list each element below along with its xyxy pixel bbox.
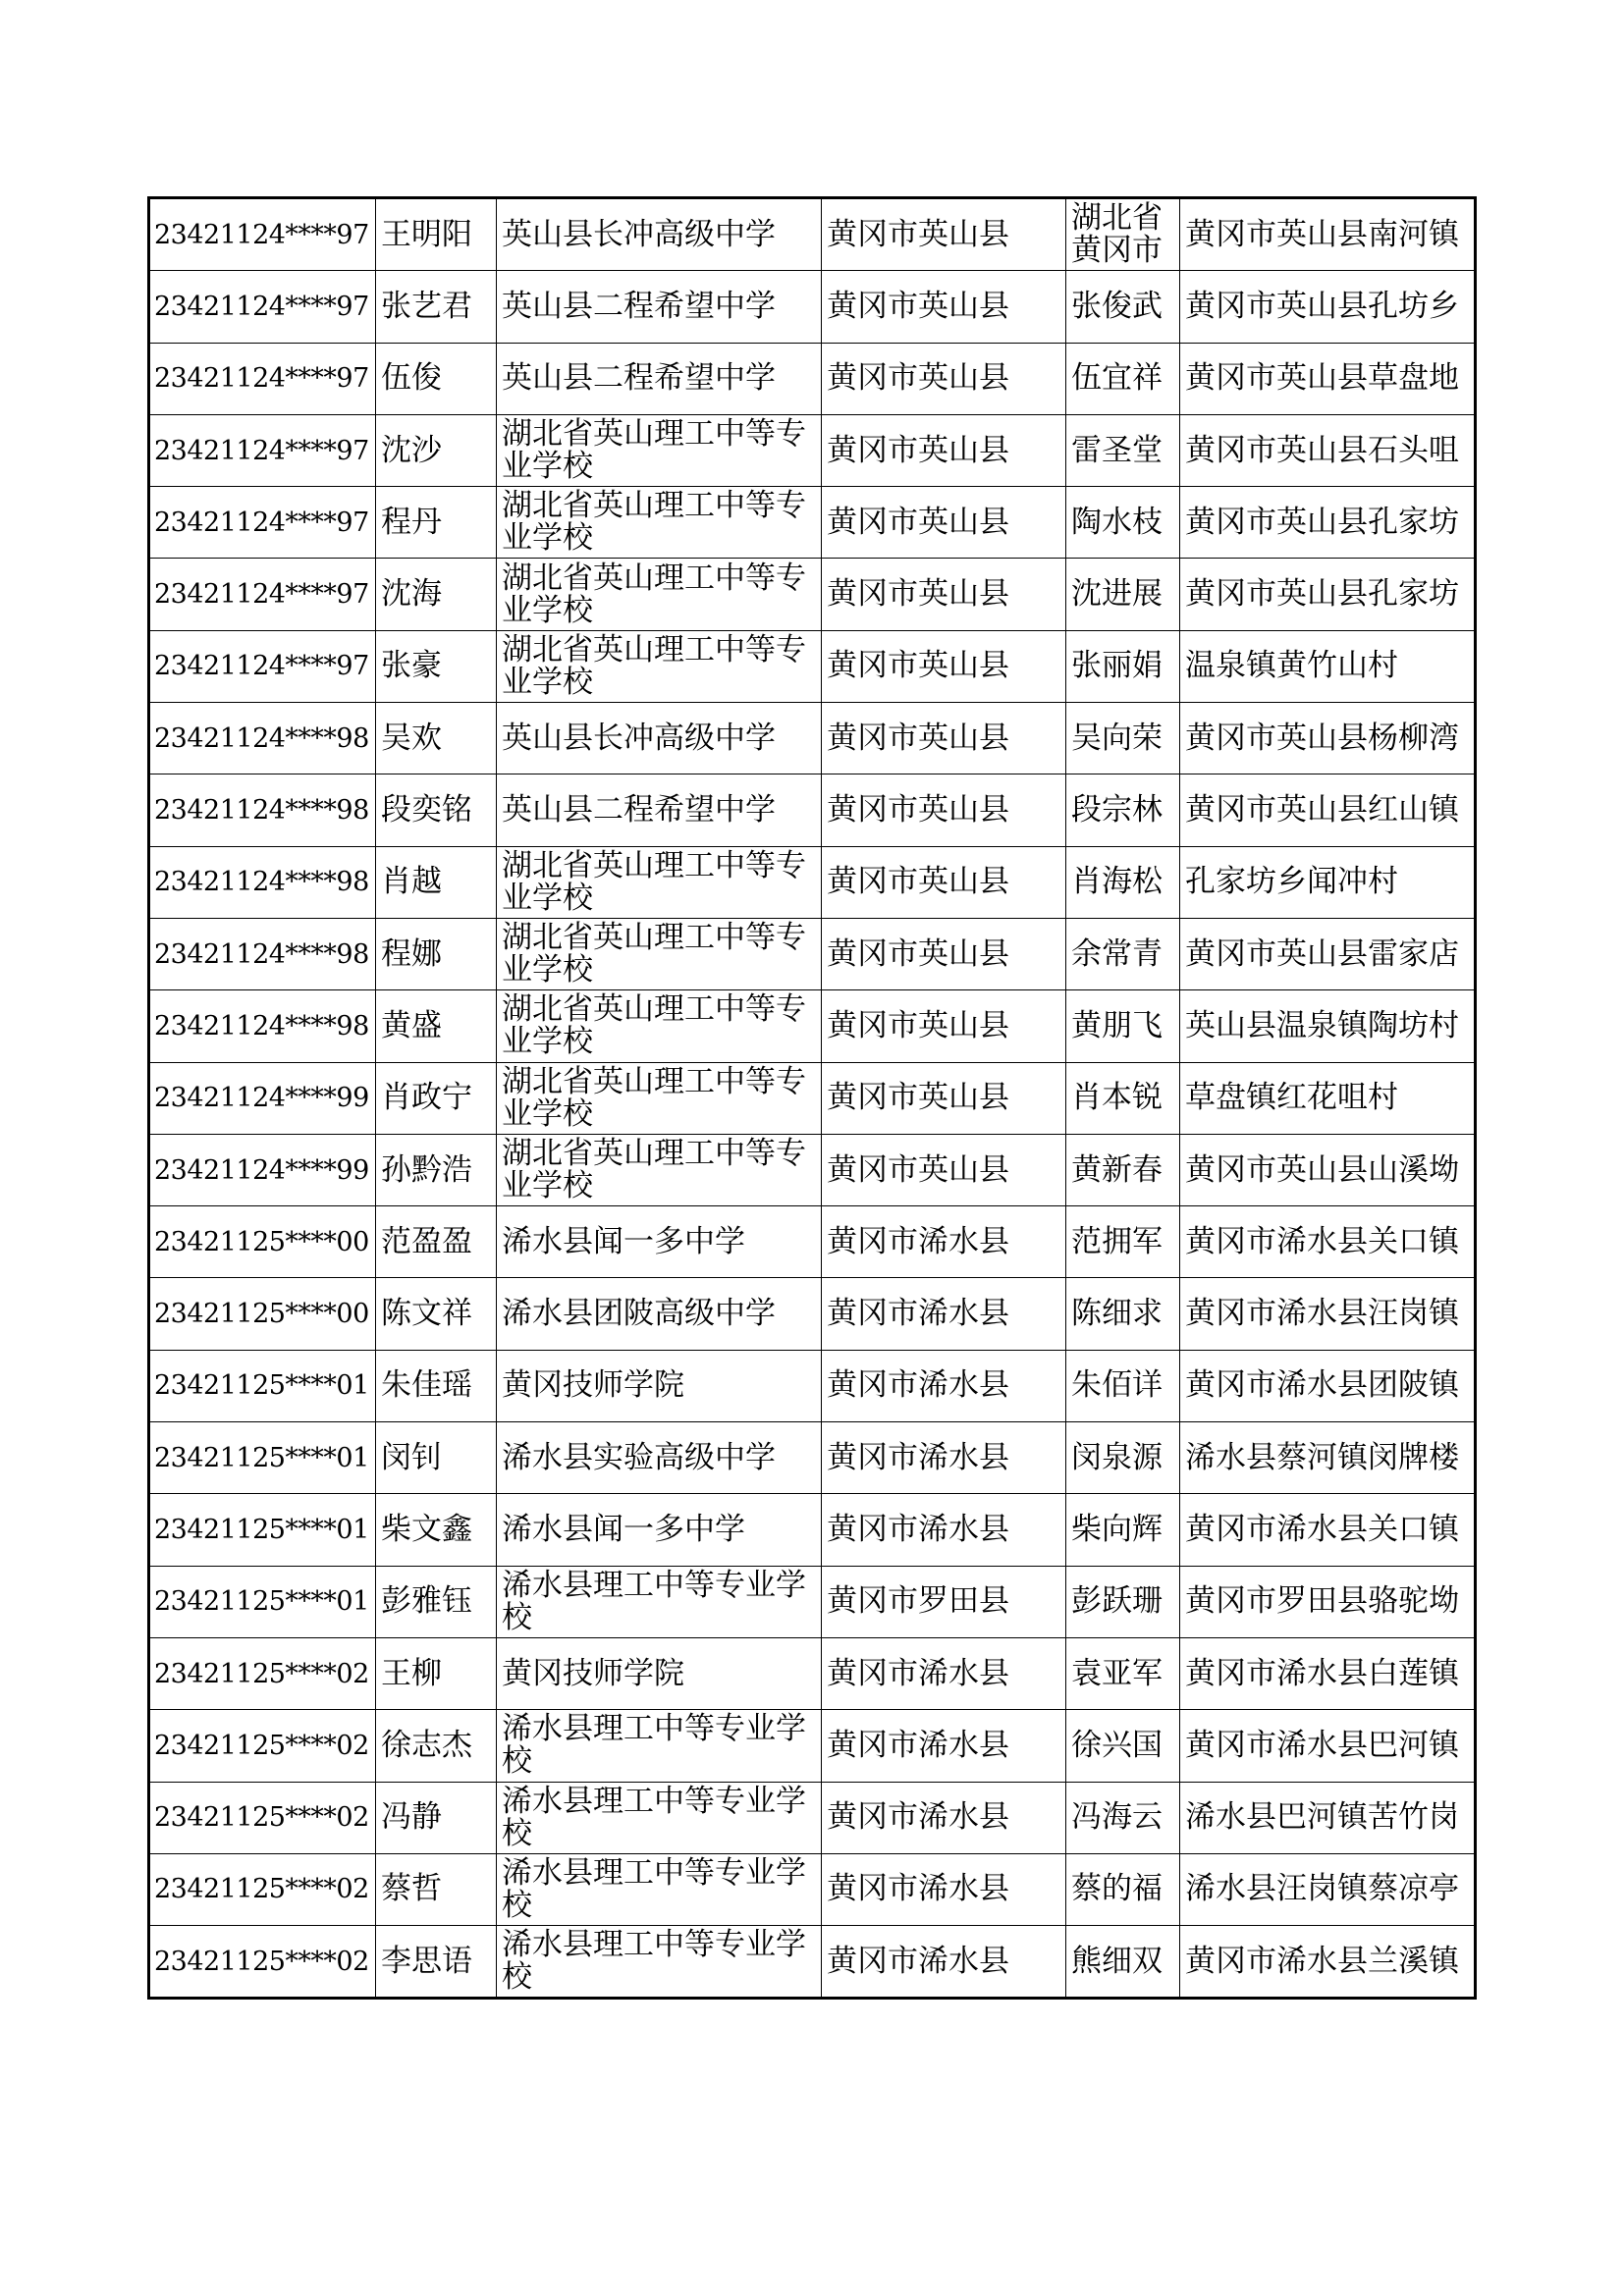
school-cell: 浠水县理工中等专业学校: [497, 1853, 822, 1925]
address-cell: 黄冈市浠水县巴河镇: [1180, 1710, 1476, 1782]
address-cell: 黄冈市浠水县汪岗镇: [1180, 1278, 1476, 1350]
student-id-cell: 23421125****01: [149, 1350, 376, 1421]
region-cell: 黄冈市浠水县: [822, 1853, 1066, 1925]
guardian-cell: 雷圣堂: [1066, 414, 1180, 486]
address-cell: 黄冈市英山县杨柳湾: [1180, 703, 1476, 774]
student-name-cell: 范盈盈: [376, 1206, 497, 1278]
school-cell: 浠水县闻一多中学: [497, 1206, 822, 1278]
address-cell: 黄冈市英山县雷家店: [1180, 918, 1476, 989]
region-cell: 黄冈市浠水县: [822, 1926, 1066, 1999]
school-cell: 英山县二程希望中学: [497, 774, 822, 846]
student-id-cell: 23421125****02: [149, 1637, 376, 1709]
student-name-cell: 徐志杰: [376, 1710, 497, 1782]
student-id-cell: 23421124****97: [149, 271, 376, 343]
guardian-cell: 伍宜祥: [1066, 343, 1180, 414]
school-cell: 湖北省英山理工中等专业学校: [497, 918, 822, 989]
table-row: [149, 1134, 1476, 1205]
address-cell: 黄冈市英山县石头咀: [1180, 414, 1476, 486]
school-cell: 浠水县理工中等专业学校: [497, 1782, 822, 1853]
region-cell: 黄冈市英山县: [822, 487, 1066, 559]
region-cell: 黄冈市英山县: [822, 918, 1066, 989]
table-row: [149, 559, 1476, 630]
address-cell: 黄冈市英山县草盘地: [1180, 343, 1476, 414]
region-cell: 黄冈市浠水县: [822, 1494, 1066, 1566]
table-row: [149, 1926, 1476, 1999]
guardian-cell: 陈细求: [1066, 1278, 1180, 1350]
guardian-cell: 湖北省黄冈市: [1066, 198, 1180, 271]
student-name-cell: 程丹: [376, 487, 497, 559]
student-id-cell: 23421124****97: [149, 487, 376, 559]
address-cell: 英山县温泉镇陶坊村: [1180, 990, 1476, 1062]
school-cell: 英山县二程希望中学: [497, 271, 822, 343]
table-row: [149, 1637, 1476, 1709]
region-cell: 黄冈市英山县: [822, 198, 1066, 271]
guardian-cell: 朱佰详: [1066, 1350, 1180, 1421]
table-row: [149, 1350, 1476, 1421]
school-cell: 浠水县理工中等专业学校: [497, 1566, 822, 1637]
region-cell: 黄冈市英山县: [822, 990, 1066, 1062]
student-name-cell: 孙黔浩: [376, 1134, 497, 1205]
table-row: [149, 1782, 1476, 1853]
guardian-cell: 范拥军: [1066, 1206, 1180, 1278]
table-row: [149, 1710, 1476, 1782]
region-cell: 黄冈市浠水县: [822, 1637, 1066, 1709]
region-cell: 黄冈市英山县: [822, 1062, 1066, 1134]
address-cell: 黄冈市浠水县关口镇: [1180, 1494, 1476, 1566]
region-cell: 黄冈市英山县: [822, 343, 1066, 414]
student-table: [147, 196, 1477, 2000]
student-id-cell: 23421124****98: [149, 990, 376, 1062]
student-name-cell: 黄盛: [376, 990, 497, 1062]
table-row: [149, 1566, 1476, 1637]
table-row: [149, 198, 1476, 271]
student-id-cell: 23421125****02: [149, 1926, 376, 1999]
student-name-cell: 陈文祥: [376, 1278, 497, 1350]
student-name-cell: 伍俊: [376, 343, 497, 414]
school-cell: 湖北省英山理工中等专业学校: [497, 414, 822, 486]
student-name-cell: 冯静: [376, 1782, 497, 1853]
student-name-cell: 王柳: [376, 1637, 497, 1709]
student-name-cell: 柴文鑫: [376, 1494, 497, 1566]
table-row: [149, 414, 1476, 486]
region-cell: 黄冈市浠水县: [822, 1350, 1066, 1421]
region-cell: 黄冈市英山县: [822, 846, 1066, 918]
address-cell: 浠水县汪岗镇蔡凉亭: [1180, 1853, 1476, 1925]
student-id-cell: 23421124****99: [149, 1134, 376, 1205]
table-row: [149, 1278, 1476, 1350]
address-cell: 黄冈市浠水县兰溪镇: [1180, 1926, 1476, 1999]
student-id-cell: 23421124****97: [149, 343, 376, 414]
region-cell: 黄冈市浠水县: [822, 1422, 1066, 1494]
region-cell: 黄冈市英山县: [822, 630, 1066, 702]
student-id-cell: 23421124****98: [149, 774, 376, 846]
table-body: [149, 198, 1476, 1999]
address-cell: 黄冈市英山县南河镇: [1180, 198, 1476, 271]
school-cell: 英山县长冲高级中学: [497, 703, 822, 774]
address-cell: 黄冈市浠水县白莲镇: [1180, 1637, 1476, 1709]
table-row: [149, 703, 1476, 774]
student-name-cell: 程娜: [376, 918, 497, 989]
guardian-cell: 徐兴国: [1066, 1710, 1180, 1782]
region-cell: 黄冈市英山县: [822, 774, 1066, 846]
student-name-cell: 吴欢: [376, 703, 497, 774]
guardian-cell: 肖本锐: [1066, 1062, 1180, 1134]
school-cell: 黄冈技师学院: [497, 1637, 822, 1709]
student-name-cell: 沈沙: [376, 414, 497, 486]
school-cell: 湖北省英山理工中等专业学校: [497, 1062, 822, 1134]
student-id-cell: 23421124****98: [149, 918, 376, 989]
student-id-cell: 23421124****97: [149, 198, 376, 271]
student-id-cell: 23421124****98: [149, 703, 376, 774]
address-cell: 黄冈市英山县红山镇: [1180, 774, 1476, 846]
guardian-cell: 沈进展: [1066, 559, 1180, 630]
student-name-cell: 闵钊: [376, 1422, 497, 1494]
student-id-cell: 23421125****00: [149, 1206, 376, 1278]
school-cell: 浠水县理工中等专业学校: [497, 1926, 822, 1999]
school-cell: 湖北省英山理工中等专业学校: [497, 1134, 822, 1205]
region-cell: 黄冈市浠水县: [822, 1710, 1066, 1782]
guardian-cell: 袁亚军: [1066, 1637, 1180, 1709]
table-row: [149, 343, 1476, 414]
school-cell: 黄冈技师学院: [497, 1350, 822, 1421]
table-row: [149, 1422, 1476, 1494]
student-id-cell: 23421124****98: [149, 846, 376, 918]
student-id-cell: 23421125****01: [149, 1422, 376, 1494]
student-name-cell: 肖政宁: [376, 1062, 497, 1134]
table-row: [149, 774, 1476, 846]
region-cell: 黄冈市英山县: [822, 559, 1066, 630]
guardian-cell: 段宗林: [1066, 774, 1180, 846]
student-id-cell: 23421125****01: [149, 1566, 376, 1637]
school-cell: 浠水县团陂高级中学: [497, 1278, 822, 1350]
school-cell: 浠水县理工中等专业学校: [497, 1710, 822, 1782]
address-cell: 黄冈市英山县孔坊乡: [1180, 271, 1476, 343]
table-row: [149, 1062, 1476, 1134]
school-cell: 浠水县闻一多中学: [497, 1494, 822, 1566]
region-cell: 黄冈市英山县: [822, 703, 1066, 774]
guardian-cell: 黄新春: [1066, 1134, 1180, 1205]
address-cell: 黄冈市英山县孔家坊: [1180, 487, 1476, 559]
school-cell: 湖北省英山理工中等专业学校: [497, 487, 822, 559]
region-cell: 黄冈市英山县: [822, 271, 1066, 343]
school-cell: 浠水县实验高级中学: [497, 1422, 822, 1494]
student-name-cell: 彭雅钰: [376, 1566, 497, 1637]
table-row: [149, 1206, 1476, 1278]
region-cell: 黄冈市英山县: [822, 414, 1066, 486]
student-id-cell: 23421125****02: [149, 1853, 376, 1925]
guardian-cell: 闵泉源: [1066, 1422, 1180, 1494]
address-cell: 孔家坊乡闻冲村: [1180, 846, 1476, 918]
address-cell: 黄冈市英山县孔家坊: [1180, 559, 1476, 630]
table-row: [149, 630, 1476, 702]
student-id-cell: 23421125****00: [149, 1278, 376, 1350]
guardian-cell: 余常青: [1066, 918, 1180, 989]
region-cell: 黄冈市浠水县: [822, 1278, 1066, 1350]
guardian-cell: 彭跃珊: [1066, 1566, 1180, 1637]
table-row: [149, 918, 1476, 989]
student-id-cell: 23421124****99: [149, 1062, 376, 1134]
school-cell: 湖北省英山理工中等专业学校: [497, 846, 822, 918]
student-name-cell: 李思语: [376, 1926, 497, 1999]
student-name-cell: 段奕铭: [376, 774, 497, 846]
region-cell: 黄冈市罗田县: [822, 1566, 1066, 1637]
address-cell: 黄冈市英山县山溪坳: [1180, 1134, 1476, 1205]
address-cell: 温泉镇黄竹山村: [1180, 630, 1476, 702]
school-cell: 湖北省英山理工中等专业学校: [497, 559, 822, 630]
student-name-cell: 王明阳: [376, 198, 497, 271]
address-cell: 浠水县蔡河镇闵牌楼: [1180, 1422, 1476, 1494]
student-id-cell: 23421125****01: [149, 1494, 376, 1566]
region-cell: 黄冈市浠水县: [822, 1782, 1066, 1853]
guardian-cell: 张俊武: [1066, 271, 1180, 343]
student-id-cell: 23421125****02: [149, 1710, 376, 1782]
student-id-cell: 23421124****97: [149, 630, 376, 702]
student-name-cell: 蔡哲: [376, 1853, 497, 1925]
table-row: [149, 1853, 1476, 1925]
guardian-cell: 肖海松: [1066, 846, 1180, 918]
guardian-cell: 熊细双: [1066, 1926, 1180, 1999]
region-cell: 黄冈市英山县: [822, 1134, 1066, 1205]
table-row: [149, 487, 1476, 559]
table-row: [149, 1494, 1476, 1566]
school-cell: 英山县长冲高级中学: [497, 198, 822, 271]
table-row: [149, 846, 1476, 918]
guardian-cell: 陶水枝: [1066, 487, 1180, 559]
student-id-cell: 23421124****97: [149, 559, 376, 630]
student-name-cell: 肖越: [376, 846, 497, 918]
guardian-cell: 柴向辉: [1066, 1494, 1180, 1566]
student-id-cell: 23421124****97: [149, 414, 376, 486]
school-cell: 英山县二程希望中学: [497, 343, 822, 414]
address-cell: 黄冈市罗田县骆驼坳: [1180, 1566, 1476, 1637]
guardian-cell: 黄朋飞: [1066, 990, 1180, 1062]
school-cell: 湖北省英山理工中等专业学校: [497, 990, 822, 1062]
table-row: [149, 990, 1476, 1062]
guardian-cell: 蔡的福: [1066, 1853, 1180, 1925]
student-id-cell: 23421125****02: [149, 1782, 376, 1853]
table-row: [149, 271, 1476, 343]
school-cell: 湖北省英山理工中等专业学校: [497, 630, 822, 702]
student-name-cell: 沈海: [376, 559, 497, 630]
student-name-cell: 张豪: [376, 630, 497, 702]
guardian-cell: 冯海云: [1066, 1782, 1180, 1853]
address-cell: 草盘镇红花咀村: [1180, 1062, 1476, 1134]
address-cell: 黄冈市浠水县团陂镇: [1180, 1350, 1476, 1421]
address-cell: 浠水县巴河镇苦竹岗: [1180, 1782, 1476, 1853]
address-cell: 黄冈市浠水县关口镇: [1180, 1206, 1476, 1278]
student-name-cell: 张艺君: [376, 271, 497, 343]
guardian-cell: 吴向荣: [1066, 703, 1180, 774]
student-name-cell: 朱佳瑶: [376, 1350, 497, 1421]
region-cell: 黄冈市浠水县: [822, 1206, 1066, 1278]
guardian-cell: 张丽娟: [1066, 630, 1180, 702]
